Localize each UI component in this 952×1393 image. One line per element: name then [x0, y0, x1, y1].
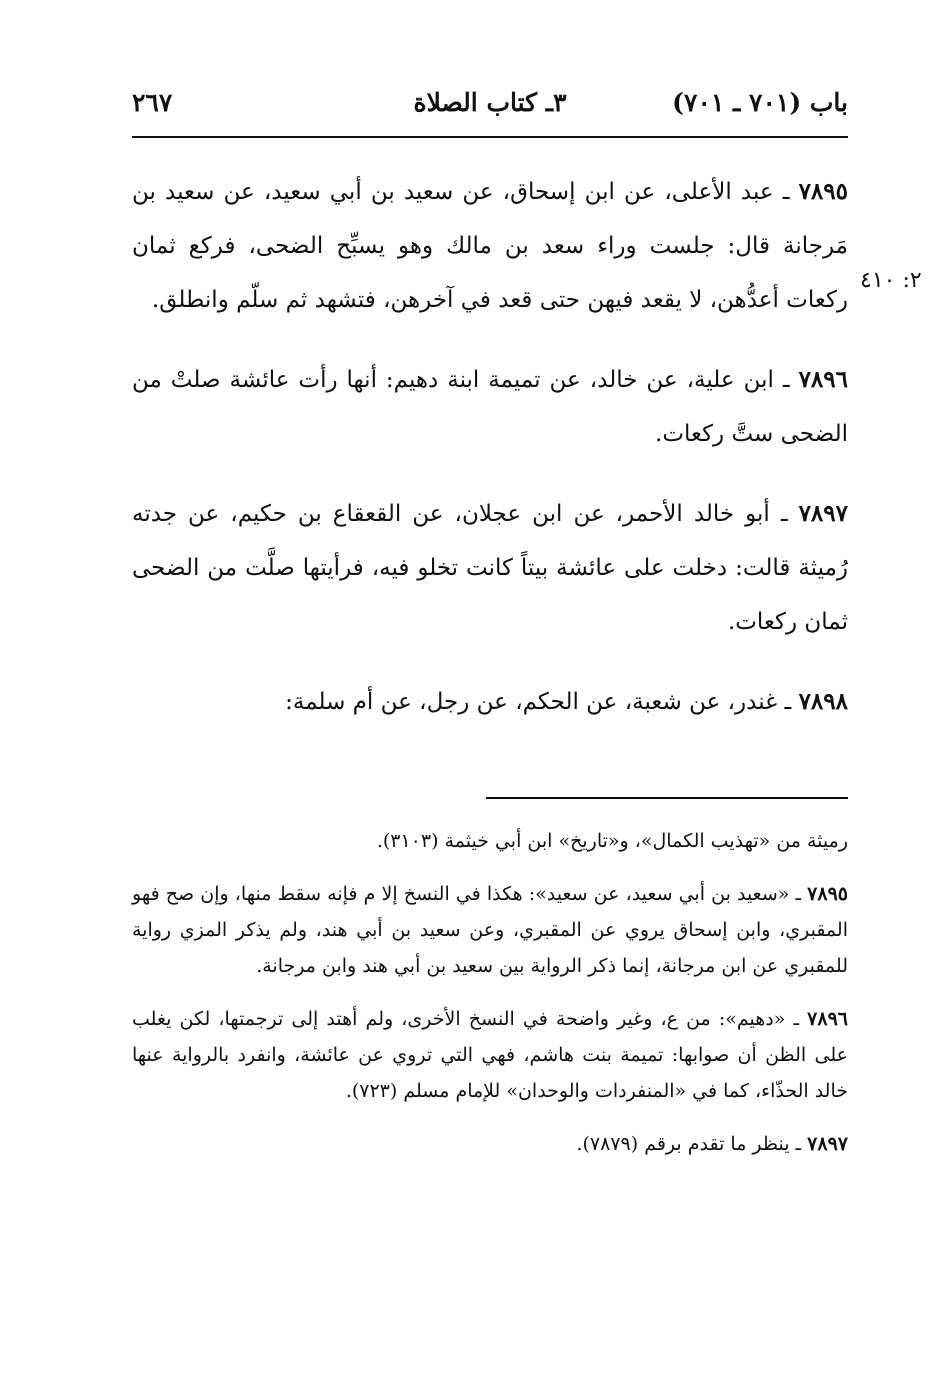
footnote-continuation: رميثة من «تهذيب الكمال»، و«تاريخ» ابن أبي خيثمة (٣١٠٣).: [376, 830, 848, 852]
hadith-text: ـ غندر، عن شعبة، عن الحكم، عن رجل، عن أم سلمة:: [285, 689, 799, 715]
hadith-paragraph: [132, 487, 848, 649]
footnote-text: ـ ينظر ما تقدم برقم (٧٨٧٩).: [576, 1133, 808, 1155]
footnotes: [132, 823, 848, 1179]
footnote-number: ٧٨٩٦: [807, 1008, 848, 1030]
book-title: ٣ـ كتاب الصلاة: [413, 88, 567, 117]
footnote-item: [132, 1001, 848, 1109]
hadith-text: ـ أبو خالد الأحمر، عن ابن عجلان، عن القعقاع بن حكيم، عن جدته رُميثة قالت: دخلت على عائشة بيتاً كانت تخلو فيه، فرأيتها صلَّت من الضحى ثمان ركعات.: [132, 501, 848, 635]
hadith-number: ٧٨٩٧: [798, 500, 848, 527]
footnote-number: ٧٨٩٧: [807, 1133, 848, 1155]
hadith-text: ـ عبد الأعلى، عن ابن إسحاق، عن سعيد بن أبي سعيد، عن سعيد بن مَرجانة قال: جلست وراء سعد بن مالك وهو يسبِّح الضحى، فركع ثمان ركعات أعدُّهن، لا يقعد فيهن حتى قعد في آخرهن، فتشهد ثم سلّم وانطلق.: [132, 179, 848, 313]
footnote-item: [132, 876, 848, 984]
footnote-text: ـ «دهيم»: من ع، وغير واضحة في النسخ الأخرى، ولم أهتد إلى ترجمتها، لكن يغلب على الظن أن صوابها: تميمة بنت هاشم، فهي التي تروي عن عائشة، وانفرد بالرواية عنها خالد الحذّاء، كما في «المنفردات والوحدان» للإمام مسلم (٧٢٣).: [132, 1008, 848, 1102]
footnote-separator: [486, 797, 848, 799]
hadith-number: ٧٨٩٨: [798, 688, 848, 715]
hadith-paragraph: [132, 353, 848, 461]
hadith-number: ٧٨٩٦: [798, 366, 848, 393]
footnote-text: ـ «سعيد بن أبي سعيد، عن سعيد»: هكذا في النسخ إلا م فإنه سقط منها، وإن صح فهو المقبري، وابن إسحاق يروي عن المقبري، وعن سعيد بن أبي هند، ولم يذكر المزي رواية للمقبري عن ابن مرجانة، إنما ذكر الرواية بين سعيد بن أبي هند وابن مرجانة.: [132, 883, 848, 977]
main-text: [132, 165, 848, 755]
hadith-paragraph: [132, 165, 848, 327]
hadith-number: ٧٨٩٥: [798, 178, 848, 205]
hadith-paragraph: [132, 675, 848, 729]
footnote-item: [132, 1126, 848, 1162]
hadith-text: ـ ابن علية، عن خالد، عن تميمة ابنة دهيم: أنها رأت عائشة صلتْ من الضحى ستَّ ركعات.: [132, 367, 848, 447]
header-rule: [132, 136, 848, 138]
page-number: ٢٦٧: [132, 88, 173, 117]
margin-reference: ٢: ٤١٠: [860, 268, 922, 293]
running-header: [132, 88, 848, 128]
chapter-range: باب (٧٠١ ـ ٧٠١): [672, 88, 848, 117]
footnote-number: ٧٨٩٥: [807, 883, 848, 905]
